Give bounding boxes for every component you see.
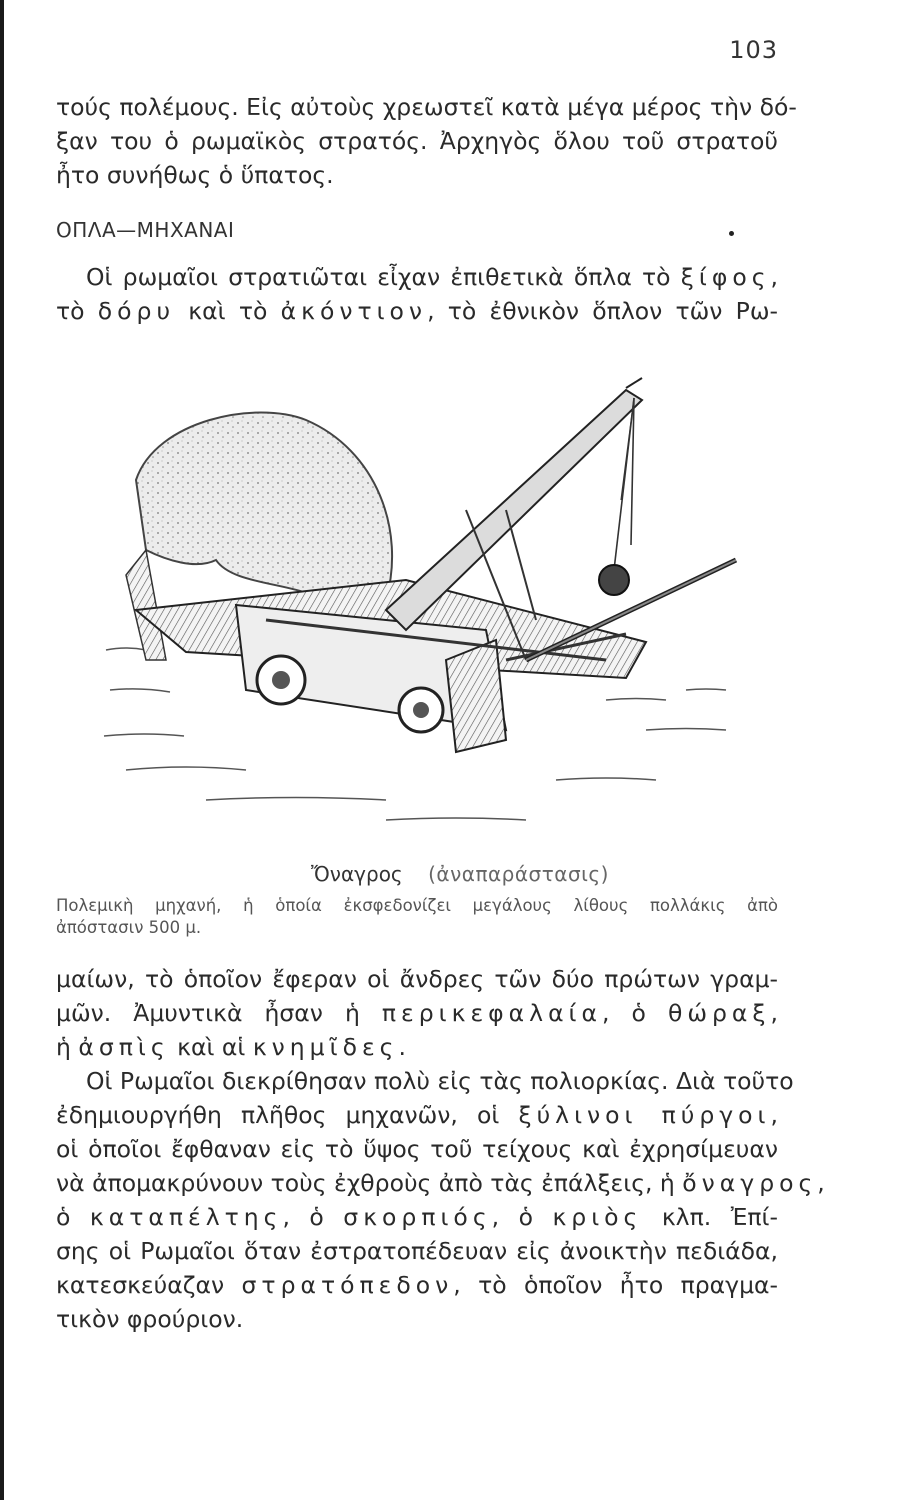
para2-line-1: μαίων, τὸ ὁποῖον ἔφεραν οἱ ἄνδρες τῶν δύο πρώτων γραμ- [56, 965, 778, 993]
page-number: 103 [729, 36, 778, 64]
intro-line-1: τούς πολέμους. Εἰς αὐτοὺς χρεωστεῖ κατὰ μέγα μέρος τὴν δό- [56, 93, 797, 121]
para3-line-7: κατεσκεύαζαν στρατόπεδον, τὸ ὁποῖον ἦτο πραγμα- [56, 1271, 778, 1299]
para3-line-5: ὁ καταπέλτης, ὁ σκορπιός, ὁ κριὸς κλπ. Ἐπί- [56, 1203, 778, 1231]
figure-caption-title: Ὄναγρος (ἀναπαράστασις) [311, 862, 609, 886]
para3-line-8: τικὸν φρούριον. [56, 1305, 244, 1333]
intro-line-2: ξαν του ὁ ρωμαϊκὸς στρατός. Ἀρχηγὸς ὅλου τοῦ στρατοῦ [56, 127, 778, 155]
page-edge-shadow [0, 0, 4, 1500]
para3-line-2: ἐδημιουργήθη πλῆθος μηχανῶν, οἱ ξύλινοι πύργοι, [56, 1101, 778, 1129]
para3-line-6: σης οἱ Ρωμαῖοι ὅταν ἐστρατοπέδευαν εἰς ἀνοικτὴν πεδιάδα, [56, 1237, 778, 1265]
onager-illustration [86, 360, 776, 840]
para3-line-4: νὰ ἀπομακρύνουν τοὺς ἐχθροὺς ἀπὸ τὰς ἐπάλξεις, ἡ ὄναγρος, [56, 1169, 825, 1197]
para2-line-3: ἡ ἀσπὶς καὶ αἱ κνημῖδες. [56, 1033, 406, 1061]
section-heading: ΟΠΛΑ—ΜΗΧΑΝΑΙ [56, 218, 235, 242]
para2-line-2: μῶν. Ἀμυντικὰ ἦσαν ἡ περικεφαλαία, ὁ θώραξ, [56, 999, 778, 1027]
para1-line-2: τὸ δόρυ καὶ τὸ ἀκόντιον, τὸ ἐθνικὸν ὅπλον τῶν Ρω- [56, 297, 778, 325]
para3-line-3: οἱ ὁποῖοι ἔφθαναν εἰς τὸ ὕψος τοῦ τείχους καὶ ἐχρησίμευαν [56, 1135, 778, 1163]
bullet-dot [729, 231, 734, 236]
para3-line-1: Οἱ Ρωμαῖοι διεκρίθησαν πολὺ εἰς τὰς πολιορκίας. Διὰ τοῦτο [86, 1067, 794, 1095]
figure-caption-line-2: ἀπόστασιν 500 μ. [56, 918, 202, 937]
para1-line-1: Οἱ ρωμαῖοι στρατιῶται εἶχαν ἐπιθετικὰ ὅπλα τὸ ξίφος, [86, 263, 778, 291]
figure-caption-line-1: Πολεμικὴ μηχανή, ἡ ὁποία ἐκσφεδονίζει μεγάλους λίθους πολλάκις ἀπὸ [56, 896, 778, 915]
intro-line-3: ἦτο συνήθως ὁ ὕπατος. [56, 161, 334, 189]
